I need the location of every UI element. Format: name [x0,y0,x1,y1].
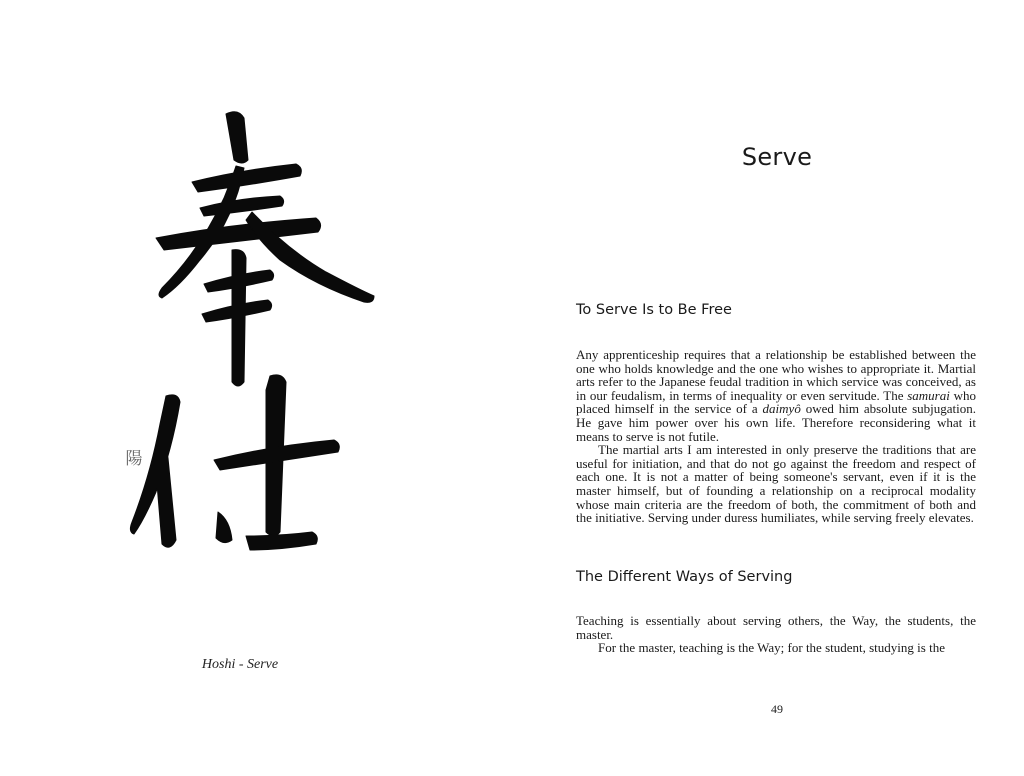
seal-stamp: 陽 [125,449,143,469]
section-body-free [576,348,976,525]
paragraph: For the master, teaching is the Way; for the student, studying is the [598,640,945,656]
paragraph: Any apprenticeship requires that a relationship be established between the one who holds knowledge and the one who wishes to appropriate it. Martial arts refer to the Japanese feudal tradition in which service was conceived, as in our feudalism, in terms of inequality or even servitude. The samurai who placed himself in the service of a daimyô owed him absolute subjugation. He gave him power over his own life. Therefore reconsidering what it means to serve is not futile. [576,347,976,444]
section-body-ways [576,614,976,655]
chapter-title: Serve [741,143,813,171]
paragraph: The martial arts I am interested in only preserve the traditions that are useful for initiation, and that do not go against the freedom and respect of each one. It is not a matter of being someone's servant, even if it is the master himself, but of founding a relationship on a reciprocal modality whose main criteria are the freedom of both, the commitment of both and the initiative. Serving under duress humiliates, while serving freely elevates. [576,442,976,526]
kanji-ho [156,112,374,386]
paragraph: Teaching is essentially about serving others, the Way, the students, the master. [576,613,976,642]
page-number: 49 [771,702,783,716]
kanji-shi [130,375,339,550]
section-heading-ways: The Different Ways of Serving [576,569,793,585]
calligraphy-hoshi [120,100,390,570]
right-page [512,0,1024,776]
section-heading-free: To Serve Is to Be Free [576,302,732,318]
figure-caption: Hoshi - Serve [201,657,279,672]
